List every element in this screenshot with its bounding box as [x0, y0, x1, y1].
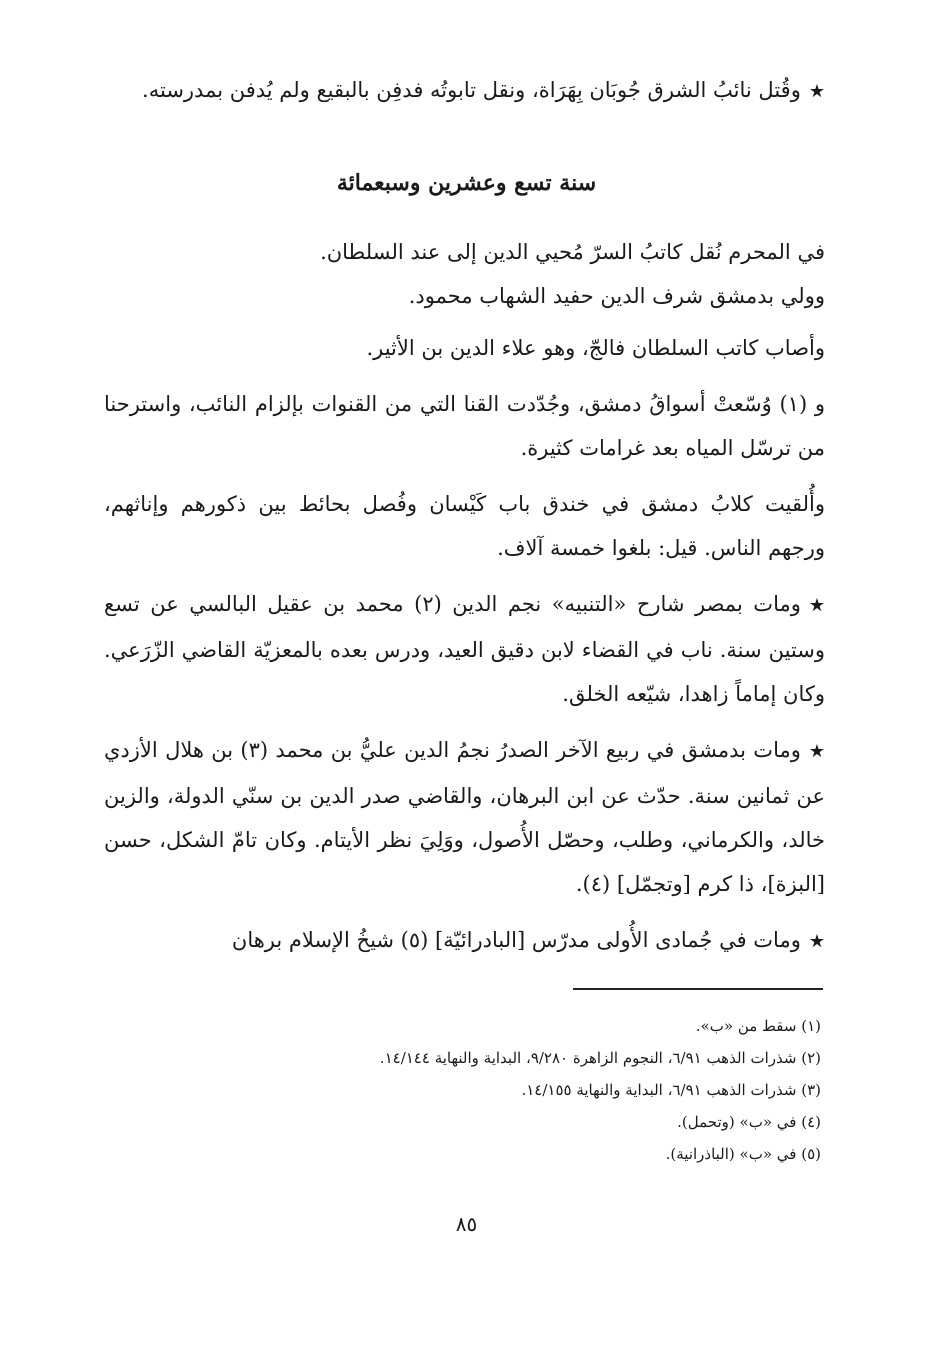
footnote-separator: [573, 988, 823, 990]
footnote-5: (٥) في «ب» (الباذرانية).: [665, 1145, 821, 1163]
page-number: ٨٥: [455, 1212, 478, 1236]
main-text-block: [104, 230, 825, 964]
paragraph-death-balisi: ★ومات بمصر شارح «التنبيه» نجم الدين (٢) محمد بن عقيل البالسي عن تسع وستين سنة. ناب في القضاء لابن دقيق العيد، ودرس بعده بالمعزيّة القاضي الزّرَعي. وكان إماماً زاهدا، شيّعه الخلق.: [104, 582, 825, 716]
star-icon: ★: [808, 595, 826, 616]
paragraph-killed-governor: ★وقُتل نائبُ الشرق جُوبَان بِهَرَاة، ونقل تابوتُه فدفِن بالبقيع ولم يُدفن بمدرسته.: [104, 68, 825, 114]
paragraph-markets: و (١) وُسّعتْ أسواقُ دمشق، وجُدّدت القنا التي من القنوات بإلزام النائب، واسترحنا من ترسّل المياه بعد غرامات كثيرة.: [104, 392, 825, 460]
footnote-3: (٣) شذرات الذهب ٦/٩١، البداية والنهاية ١٤/١٥٥.: [521, 1081, 821, 1099]
star-icon: ★: [808, 931, 825, 952]
paragraph-secretary-illness: وأصاب كاتب السلطان فالجّ، وهو علاء الدين بن الأثير.: [366, 336, 825, 360]
section-heading: سنة تسع وعشرين وسبعمائة: [336, 170, 597, 196]
paragraph-dogs: وأُلقيت كلابُ دمشق في خندق باب كَيْسان وفُصل بحائط بين ذكورهم وإناثهم، ورجهم الناس. قيل: بلغوا خمسة آلاف.: [104, 492, 826, 560]
paragraph-death-azdi: ★ومات بدمشق في ربيع الآخر الصدرُ نجمُ الدين عليُّ بن محمد (٣) بن هلال الأزدي عن ثمانين سنة. حدّث عن ابن البرهان، والقاضي صدر الدين بن سنّي الدولة، والزين خالد، والكرماني، وطلب، وحصّل الأُصول، ووَلِيَ نظر الأيتام. وكان تامّ الشكل، حسن [البزة]، ذا كرم [وتجمّل] (٤).: [104, 728, 825, 906]
footnote-4: (٤) في «ب» (وتحمل).: [677, 1113, 821, 1131]
footnote-1: (١) سقط من «ب».: [695, 1017, 821, 1035]
top-paragraph-block: [104, 68, 825, 114]
footnote-2: (٢) شذرات الذهب ٦/٩١، النجوم الزاهرة ٩/٢٨٠، البداية والنهاية ١٤/١٤٤.: [379, 1049, 821, 1067]
paragraph-death-badraiyya: ★ومات في جُمادى الأُولى مدرّس [البادرائيّة] (٥) شيخُ الإسلام برهان: [104, 918, 825, 964]
footnotes: [104, 1010, 821, 1170]
star-icon: ★: [808, 741, 825, 762]
star-icon: ★: [808, 81, 825, 102]
paragraph-muharram: في المحرم نُقل كاتبُ السرّ مُحيي الدين إلى عند السلطان.: [320, 240, 825, 264]
paragraph-damascus-appointment: وولي بدمشق شرف الدين حفيد الشهاب محمود.: [408, 284, 825, 308]
